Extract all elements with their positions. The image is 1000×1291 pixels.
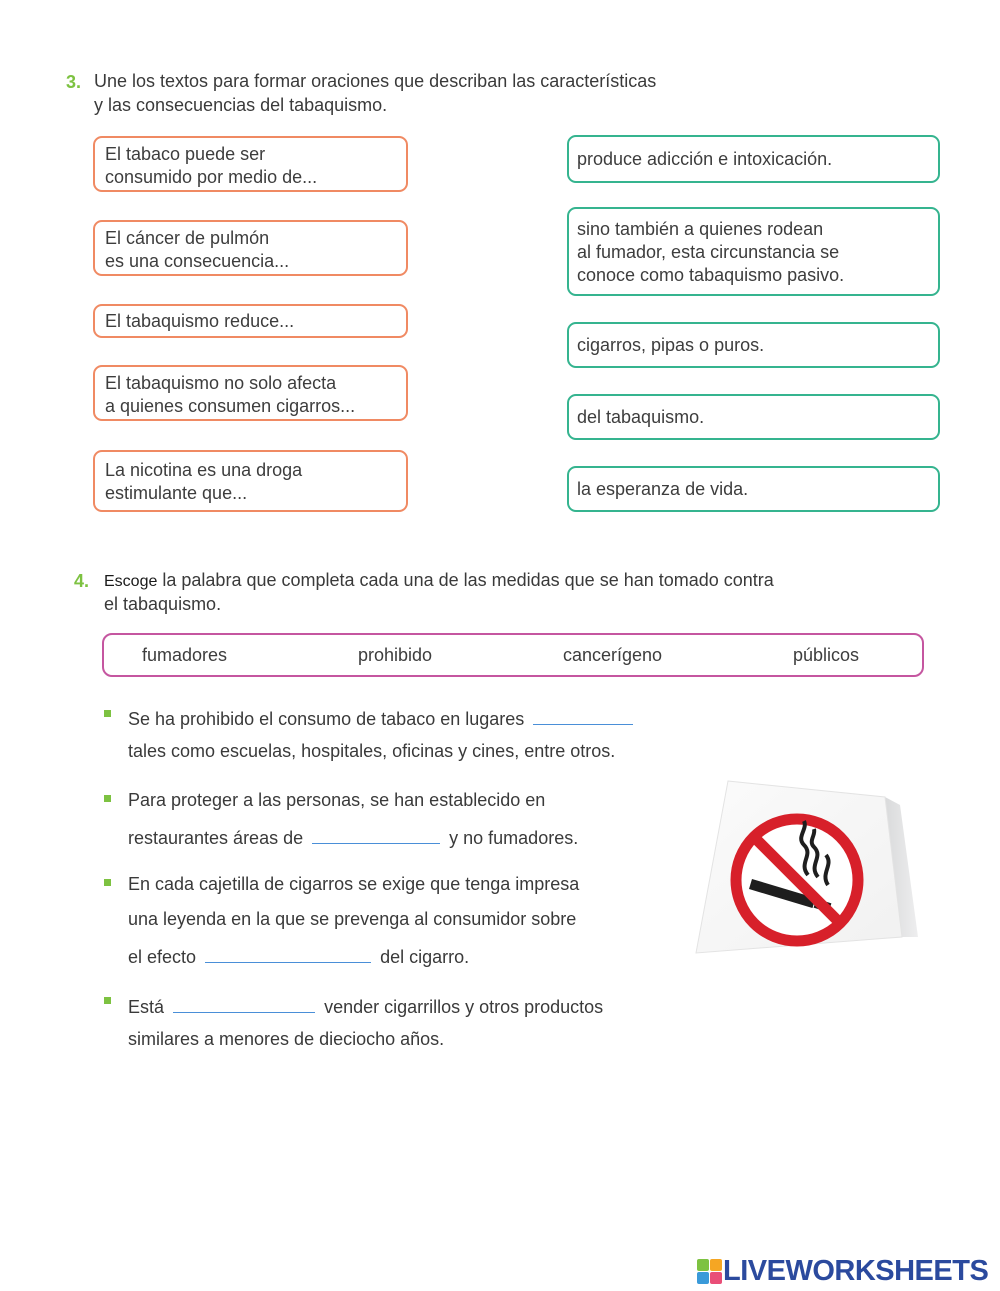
q4-instruction-line2: el tabaquismo.: [104, 594, 222, 614]
q4-first-word: Escoge: [104, 573, 158, 590]
blank-3[interactable]: [205, 944, 371, 963]
item-3-line1: En cada cajetilla de cigarros se exige que tenga impresa: [128, 874, 580, 894]
item-2-line2: [128, 825, 578, 849]
q4-number: 4.: [74, 571, 90, 591]
right-box-5[interactable]: la esperanza de vida.: [567, 466, 940, 512]
blank-2[interactable]: [312, 825, 440, 844]
word-prohibido[interactable]: prohibido: [358, 645, 433, 665]
right-box-2[interactable]: sino también a quienes rodean al fumador, esta circunstancia se conoce como tabaquismo pasivo.: [567, 207, 940, 296]
right-box-3[interactable]: cigarros, pipas o puros.: [567, 322, 940, 368]
blank-4[interactable]: [173, 994, 315, 1013]
word-publicos[interactable]: públicos: [793, 645, 860, 665]
q4-instruction-rest: la palabra que completa cada una de las medidas que se han tomado contra: [162, 570, 774, 590]
item-3-line2: una leyenda en la que se prevenga al consumidor sobre: [128, 909, 577, 929]
item-2-text-pre: restaurantes áreas de: [128, 828, 304, 848]
q3-instruction-line2: y las consecuencias del tabaquismo.: [94, 95, 388, 115]
left-box-1[interactable]: El tabaco puede ser consumido por medio de...: [93, 136, 408, 192]
bullet-3: [104, 879, 111, 886]
item-1-line1: [128, 706, 637, 730]
item-4-line1: [128, 994, 603, 1018]
item-4-line2: similares a menores de dieciocho años.: [128, 1029, 445, 1049]
item-3-text-post: del cigarro.: [380, 947, 470, 967]
left-box-5[interactable]: La nicotina es una droga estimulante que...: [93, 450, 408, 512]
word-fumadores[interactable]: fumadores: [142, 645, 228, 665]
q4-instruction-line1: [104, 569, 774, 593]
liveworksheets-logo-icon: [697, 1259, 723, 1285]
item-4-text-pre: Está: [128, 997, 165, 1017]
q3-number: 3.: [66, 72, 82, 92]
left-box-3[interactable]: El tabaquismo reduce...: [93, 304, 408, 338]
item-1-line2: tales como escuelas, hospitales, oficinas y cines, entre otros.: [128, 741, 616, 761]
no-smoking-sign-image: [690, 775, 926, 1015]
item-3-line3: [128, 944, 469, 968]
bullet-2: [104, 795, 111, 802]
right-box-1[interactable]: produce adicción e intoxicación.: [567, 135, 940, 183]
left-box-4[interactable]: El tabaquismo no solo afecta a quienes consumen cigarros...: [93, 365, 408, 421]
no-smoking-icon: [736, 819, 858, 941]
word-cancerigeno[interactable]: cancerígeno: [563, 645, 663, 665]
item-4-text-post: vender cigarrillos y otros productos: [324, 997, 604, 1017]
q3-instruction-line1: Une los textos para formar oraciones que describan las características: [94, 71, 657, 91]
item-2-line1: Para proteger a las personas, se han establecido en: [128, 790, 546, 810]
left-box-2[interactable]: El cáncer de pulmón es una consecuencia...: [93, 220, 408, 276]
item-3-text-pre: el efecto: [128, 947, 197, 967]
liveworksheets-logo: [697, 1255, 988, 1288]
item-2-text-post: y no fumadores.: [449, 828, 579, 848]
item-1-text-a: Se ha prohibido el consumo de tabaco en lugares: [128, 709, 525, 729]
blank-1[interactable]: [533, 706, 633, 725]
bullet-4: [104, 997, 111, 1004]
word-bank: [102, 633, 924, 677]
bullet-1: [104, 710, 111, 717]
right-box-4[interactable]: del tabaquismo.: [567, 394, 940, 440]
liveworksheets-logo-text: LIVEWORKSHEETS: [723, 1255, 989, 1287]
